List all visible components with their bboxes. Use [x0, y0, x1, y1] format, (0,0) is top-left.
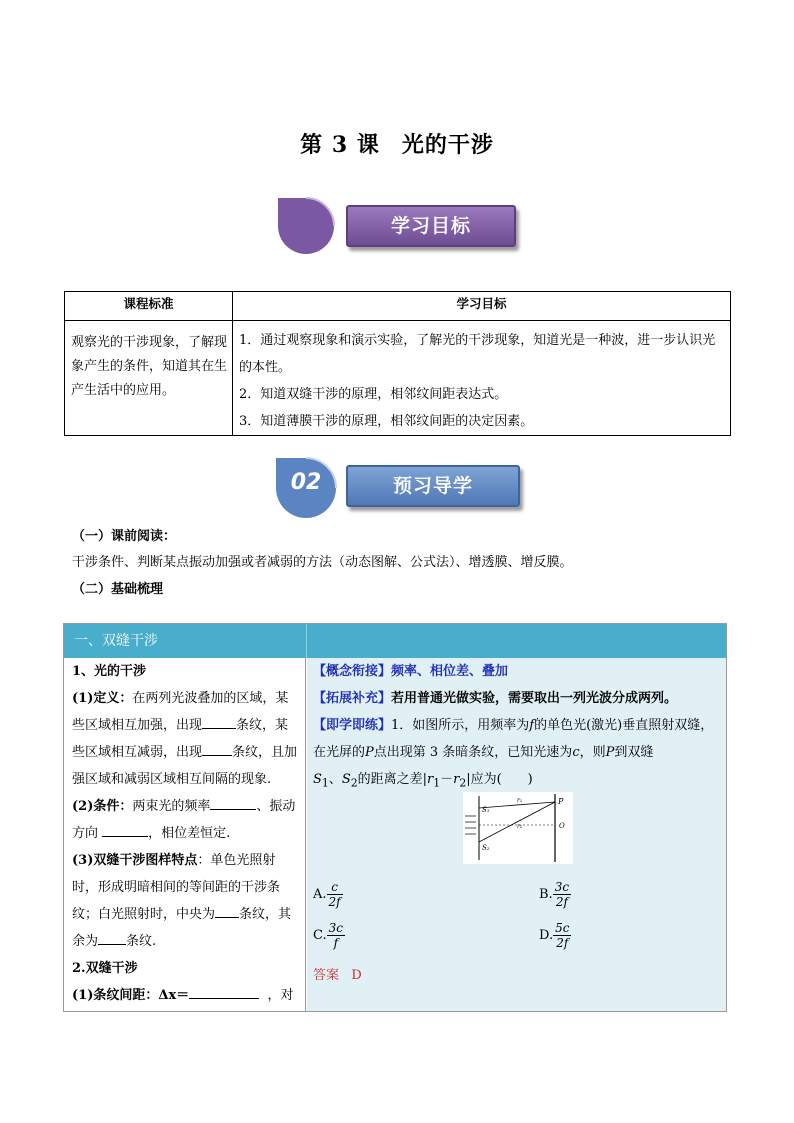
header-standard: 课程标准	[65, 292, 233, 321]
feature-text: (3)双缝干涉图样特点：单色光照射时，形成明暗相间的等间距的干涉条纹；白光照射时，中央为 条纹，其余为 条纹.	[72, 853, 292, 949]
objectives-cell	[233, 321, 731, 436]
learning-goals-label: 学习目标	[390, 215, 471, 237]
preread-heading: （一）课前阅读：	[72, 529, 177, 544]
double-slit-section	[63, 623, 727, 1012]
definition-text: (1)定义：在两列光波叠加的区域，某些区域相互加强，出现 条纹，某些区域相互减弱，出现 条纹，且加强区域和减弱区域相互间隔的现象.	[72, 691, 298, 787]
goals-table	[64, 291, 731, 436]
option-a[interactable]: A. $\frac{c}{2f}$	[313, 880, 341, 909]
option-d[interactable]: D. $\frac{5c}{2f}$	[539, 921, 570, 950]
label-s1: S₁	[482, 806, 490, 814]
label-r1: r₁	[517, 797, 523, 804]
label-r2: r₂	[517, 823, 523, 830]
condition-text: (2)条件：两束光的频率 、振动方向 ，相位差恒定.	[72, 793, 299, 847]
standard-cell: 观察光的干涉现象，了解现象产生的条件，知道其在生产生活中的应用。	[65, 321, 233, 436]
objective-1: 1．通过观察现象和演示实验，了解光的干涉现象，知道光是一种波，进一步认识光的本性。	[239, 333, 716, 375]
blank-dark[interactable]	[202, 741, 232, 756]
section-header-label: 一、双缝干涉	[74, 633, 158, 649]
page-title	[0, 128, 794, 159]
subheading-double-slit: 2.双缝干涉	[72, 961, 138, 976]
objective-2: 2．知道双缝干涉的原理，相邻纹间距表达式。	[239, 387, 508, 402]
double-slit-figure	[463, 792, 573, 864]
extension-note: 【拓展补充】若用普通光做实验，需要取出一列光波分成两列。	[313, 691, 678, 706]
spacing-text: (1)条纹间距：Δx＝ ，对	[72, 982, 299, 1009]
blank-center[interactable]	[215, 903, 239, 918]
option-b[interactable]: B. $\frac{3c}{2f}$	[539, 880, 570, 909]
blank-bright[interactable]	[202, 714, 236, 729]
blank-spacing[interactable]	[189, 984, 259, 999]
blank-direction[interactable]	[102, 822, 148, 837]
label-o: O	[559, 822, 565, 830]
blank-frequency[interactable]	[210, 795, 256, 810]
badge-number: 02	[290, 470, 322, 495]
basics-heading: （二）基础梳理	[72, 582, 164, 597]
subheading-interference: 1、光的干涉	[72, 664, 147, 679]
lesson-number: 第 3 课	[300, 132, 380, 158]
preview-guide-label: 预习导学	[392, 475, 473, 497]
practice-question: 【即学即练】1．如图所示，用频率为f的单色光(激光)垂直照射双缝，在光屏的P点出现第 3 条暗条纹，已知光速为c，则P到双缝 $S_1$、$S_2$的距离之差$|r_1-r_2|$应为( )	[313, 718, 714, 790]
learning-goals-tab	[346, 205, 516, 247]
preview-guide-tab	[346, 465, 520, 507]
concept-link: 【概念衔接】频率、相位差、叠加	[313, 664, 509, 679]
purple-disc-icon	[276, 196, 336, 256]
left-notes	[64, 658, 306, 1011]
right-notes	[307, 658, 726, 1011]
preread-text: 干涉条件、判断某点振动加强或者减弱的方法（动态图解、公式法）、增透膜、增反膜。	[72, 555, 573, 570]
objective-3: 3．知道薄膜干涉的原理，相邻纹间距的决定因素。	[239, 414, 534, 429]
blank-rest[interactable]	[98, 930, 126, 945]
header-objectives: 学习目标	[233, 292, 731, 321]
section-header	[64, 624, 726, 658]
label-s2: S₂	[482, 844, 490, 852]
option-c[interactable]: C. $\frac{3c}{f}$	[313, 921, 343, 950]
label-p: P	[558, 797, 564, 806]
answer: 答案 D	[313, 968, 362, 983]
lesson-name: 光的干涉	[401, 132, 494, 158]
